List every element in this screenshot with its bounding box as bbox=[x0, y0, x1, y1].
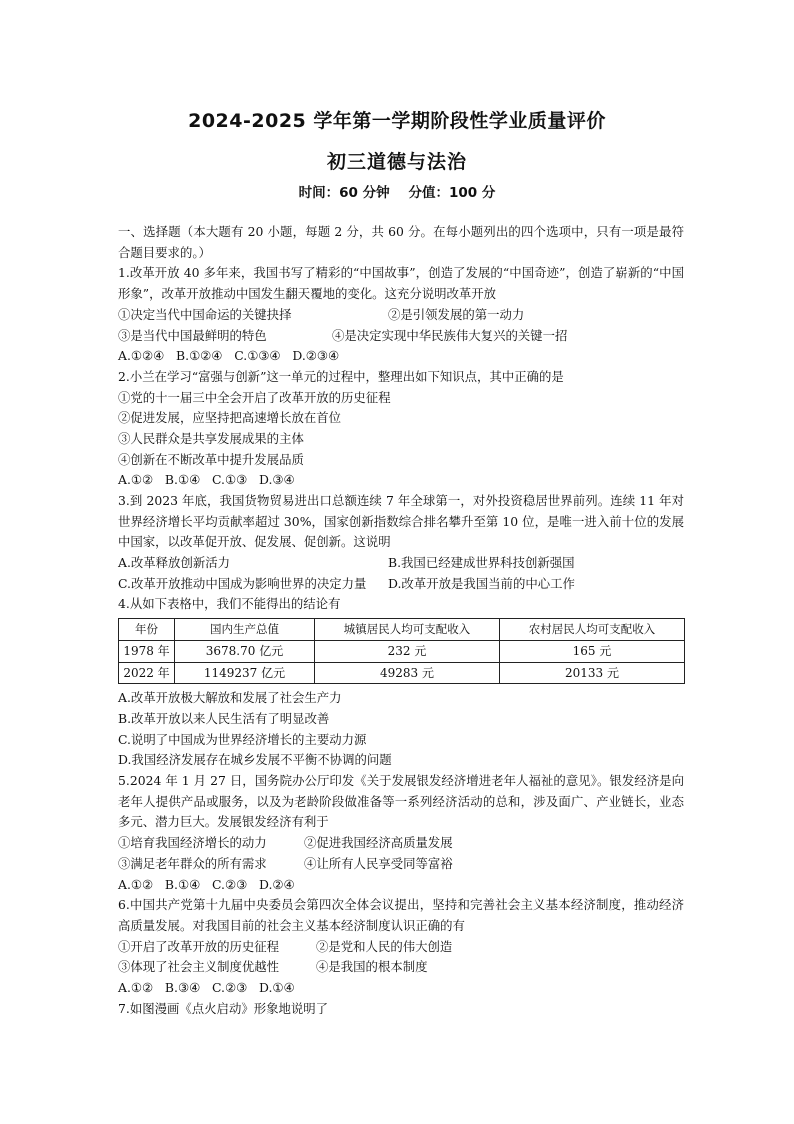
table-header-cell: 年份 bbox=[119, 619, 175, 641]
table-cell: 1978 年 bbox=[119, 640, 175, 662]
question-5-stem: 5.2024 年 1 月 27 日，国务院办公厅印发《关于发展银发经济增进老年人福祉的意见》。银发经济是向老年人提供产品或服务，以及为老龄阶段做准备等一系列经济活动的总和，涉及面广、产业链长，业态多元、潜力巨大。发展银发经济有利于 bbox=[118, 773, 684, 830]
question-2-answers: A.①② B.①④ C.①③ D.③④ bbox=[118, 472, 295, 488]
table-cell: 1149237 亿元 bbox=[175, 662, 315, 684]
question-2-option-3: ③人民群众是共享发展成果的主体 bbox=[118, 430, 304, 446]
table-cell: 232 元 bbox=[315, 640, 500, 662]
question-5-option-4: ④让所有人民享受同等富裕 bbox=[304, 855, 453, 871]
income-table bbox=[118, 618, 685, 684]
table-row bbox=[119, 662, 685, 684]
question-4-option-a: A.改革开放极大解放和发展了社会生产力 bbox=[118, 690, 342, 706]
question-5-option-1: ①培育我国经济增长的动力 bbox=[118, 835, 267, 851]
question-2-stem: 2.小兰在学习“富强与创新”这一单元的过程中，整理出如下知识点，其中正确的是 bbox=[118, 368, 564, 384]
question-5-answers: A.①② B.①④ C.②③ D.②④ bbox=[118, 876, 295, 892]
question-content bbox=[118, 222, 684, 1019]
question-3-options-row1 bbox=[118, 553, 684, 574]
question-1-stem: 1.改革开放 40 多年来，我国书写了精彩的“中国故事”，创造了发展的“中国奇迹”，创造了崭新的“中国形象”，改革开放推动中国发生翻天覆地的变化。这充分说明改革开放 bbox=[118, 265, 684, 302]
question-1-option-2: ②是引领发展的第一动力 bbox=[388, 306, 525, 322]
table-cell: 3678.70 亿元 bbox=[175, 640, 315, 662]
table-row bbox=[119, 640, 685, 662]
question-1-answers: A.①②④ B.①②④ C.①③④ D.②③④ bbox=[118, 348, 340, 364]
question-6-stem: 6.中国共产党第十九届中央委员会第四次全体会议提出，坚持和完善社会主义基本经济制度，推动经济高质量发展。对我国目前的社会主义基本经济制度认识正确的有 bbox=[118, 897, 684, 933]
question-1-options-row1 bbox=[118, 305, 684, 326]
table-header-row bbox=[119, 619, 685, 641]
exam-title: 2024-2025 学年第一学期阶段性学业质量评价 bbox=[188, 110, 606, 132]
section-intro: 一、选择题（本大题有 20 小题，每题 2 分，共 60 分。在每小题列出的四个选项中，只有一项是最符合题目要求的。） bbox=[118, 224, 684, 260]
question-5-options-row1 bbox=[118, 833, 684, 854]
question-1-option-4: ④是决定实现中华民族伟大复兴的关键一招 bbox=[332, 327, 568, 343]
table-cell: 2022 年 bbox=[119, 662, 175, 684]
table-header-cell: 农村居民人均可支配收入 bbox=[500, 619, 685, 641]
question-1-options-row2 bbox=[118, 326, 684, 347]
question-2-option-2: ②促进发展，应坚持把高速增长放在首位 bbox=[118, 410, 342, 426]
question-3-stem: 3.到 2023 年底，我国货物贸易进出口总额连续 7 年全球第一，对外投资稳居世界前列。连续 11 年对世界经济增长平均贡献率超过 30%，国家创新指数综合排名攀升至第 10 位，是唯一进入前十位的发展中国家，以改革促开放、促发展、促创新。这说明 bbox=[118, 493, 684, 550]
question-3-option-c: C.改革开放推动中国成为影响世界的决定力量 bbox=[118, 575, 367, 591]
question-4-stem: 4.从如下表格中，我们不能得出的结论有 bbox=[118, 596, 341, 612]
question-6-answers: A.①② B.③④ C.②③ D.①④ bbox=[118, 979, 295, 995]
question-3-option-d: D.改革开放是我国当前的中心工作 bbox=[388, 575, 575, 591]
question-6-options-row2 bbox=[118, 957, 684, 978]
question-3-option-b: B.我国已经建成世界科技创新强国 bbox=[388, 555, 575, 571]
table-cell: 165 元 bbox=[500, 640, 685, 662]
question-1-option-3: ③是当代中国最鲜明的特色 bbox=[118, 327, 267, 343]
question-3-options-row2 bbox=[118, 574, 684, 595]
table-cell: 20133 元 bbox=[500, 662, 685, 684]
question-6-option-1: ①开启了改革开放的历史征程 bbox=[118, 938, 280, 954]
question-4-option-d: D.我国经济发展存在城乡发展不平衡不协调的问题 bbox=[118, 752, 392, 768]
question-4-option-b: B.改革开放以来人民生活有了明显改善 bbox=[118, 710, 330, 726]
question-2-option-1: ①党的十一届三中全会开启了改革开放的历史征程 bbox=[118, 389, 391, 405]
question-6-option-2: ②是党和人民的伟大创造 bbox=[316, 938, 453, 954]
question-3-option-a: A.改革释放创新活力 bbox=[118, 555, 231, 571]
question-4-option-c: C.说明了中国成为世界经济增长的主要动力源 bbox=[118, 731, 367, 747]
question-6-options-row1 bbox=[118, 937, 684, 958]
table-header-cell: 国内生产总值 bbox=[175, 619, 315, 641]
question-7-stem: 7.如图漫画《点火启动》形象地说明了 bbox=[118, 1000, 329, 1016]
table-header-cell: 城镇居民人均可支配收入 bbox=[315, 619, 500, 641]
question-1-option-1: ①决定当代中国命运的关键抉择 bbox=[118, 306, 292, 322]
table-cell: 49283 元 bbox=[315, 662, 500, 684]
question-5-option-2: ②促进我国经济高质量发展 bbox=[304, 835, 453, 851]
question-5-options-row2 bbox=[118, 854, 684, 875]
question-5-option-3: ③满足老年群众的所有需求 bbox=[118, 855, 267, 871]
question-6-option-3: ③体现了社会主义制度优越性 bbox=[118, 959, 280, 975]
exam-time-score: 时间：60 分钟 分值：100 分 bbox=[298, 185, 496, 201]
subject-title: 初三道德与法治 bbox=[326, 151, 467, 173]
question-2-option-4: ④创新在不断改革中提升发展品质 bbox=[118, 451, 304, 467]
question-6-option-4: ④是我国的根本制度 bbox=[316, 959, 428, 975]
